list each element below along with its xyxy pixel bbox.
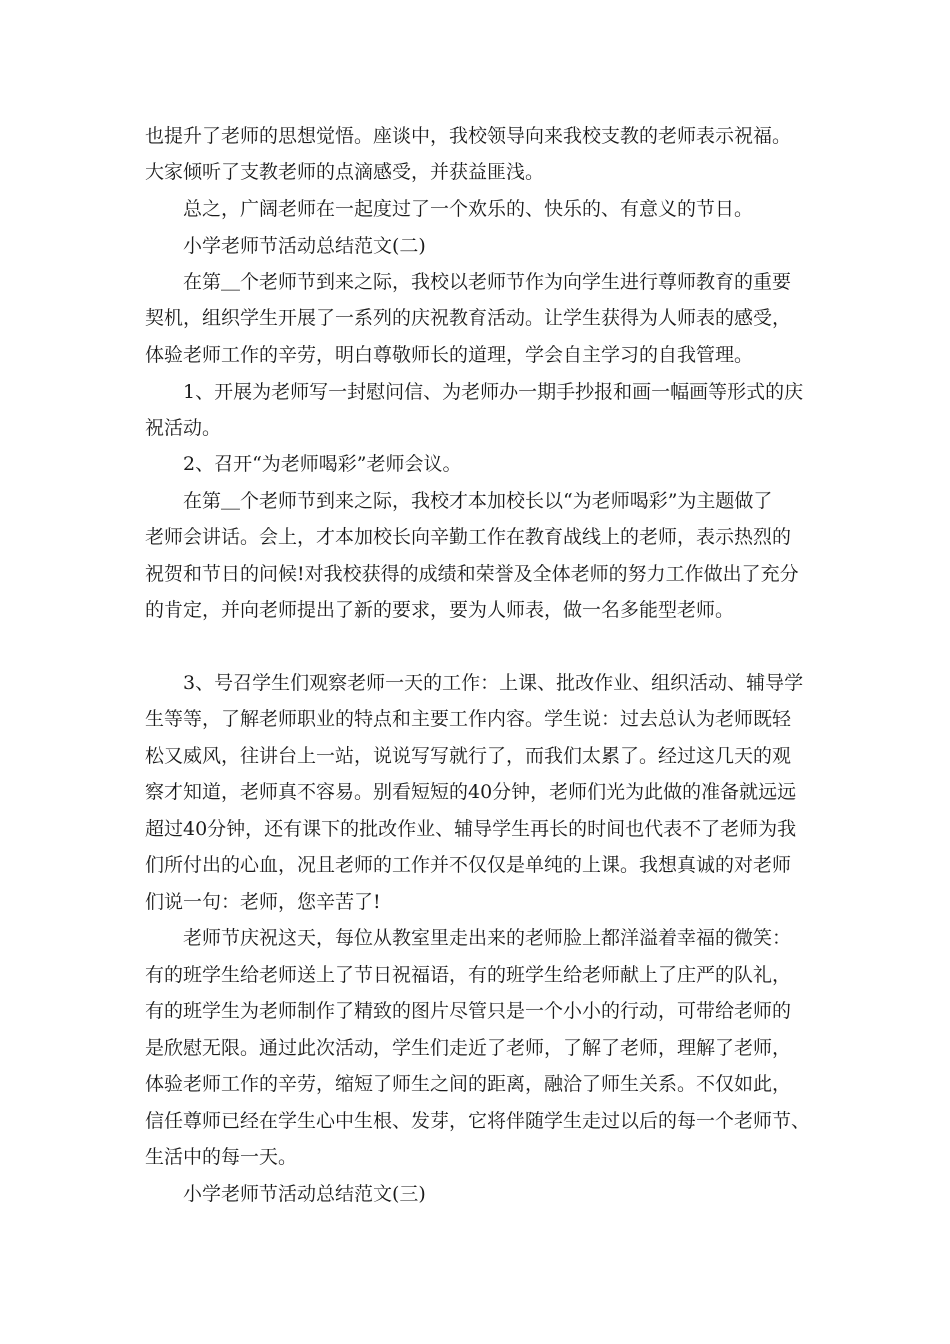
- text-line: 超过40分钟，还有课下的批改作业、辅导学生再长的时间也代表不了老师为我: [145, 818, 797, 840]
- text-line: 有的班学生为老师制作了精致的图片尽管只是一个小小的行动，可带给老师的: [145, 1000, 792, 1022]
- text-line: 松又威风，往讲台上一站，说说写写就行了，而我们太累了。经过这几天的观: [145, 745, 792, 767]
- text-line: 老师会讲话。会上，才本加校长向辛勤工作在教育战线上的老师，表示热烈的: [145, 526, 792, 548]
- text-line: 生活中的每一天。: [145, 1146, 298, 1168]
- text-line: 老师节庆祝这天，每位从教室里走出来的老师脸上都洋溢着幸福的微笑：: [183, 927, 792, 949]
- text-line: 3、号召学生们观察老师一天的工作：上课、批改作业、组织活动、辅导学: [183, 672, 804, 694]
- text-line: 体验老师工作的辛劳，缩短了师生之间的距离，融洽了师生关系。不仅如此，: [145, 1073, 792, 1095]
- text-line: 们说一句：老师，您辛苦了!: [145, 891, 381, 913]
- text-line: 总之，广阔老师在一起度过了一个欢乐的、快乐的、有意义的节日。: [183, 198, 754, 220]
- text-line: 生等等，了解老师职业的特点和主要工作内容。学生说：过去总认为老师既轻: [145, 708, 792, 730]
- text-line: 契机，组织学生开展了一系列的庆祝教育活动。让学生获得为人师表的感受，: [145, 307, 792, 329]
- section-heading: 小学老师节活动总结范文(二): [183, 235, 426, 257]
- text-line: 2、召开“为老师喝彩”老师会议。: [183, 453, 462, 475]
- section-heading: 小学老师节活动总结范文(三): [183, 1183, 426, 1205]
- text-line: 祝活动。: [145, 417, 222, 439]
- text-line: 们所付出的心血，况且老师的工作并不仅仅是单纯的上课。我想真诚的对老师: [145, 854, 792, 876]
- text-line: 大家倾听了支教老师的点滴感受，并获益匪浅。: [145, 161, 545, 183]
- text-line: 也提升了老师的思想觉悟。座谈中，我校领导向来我校支教的老师表示祝福。: [145, 125, 792, 147]
- text-line: 的肯定，并向老师提出了新的要求，要为人师表，做一名多能型老师。: [145, 599, 735, 621]
- text-line: 有的班学生给老师送上了节日祝福语，有的班学生给老师献上了庄严的队礼，: [145, 964, 792, 986]
- text-line: 在第＿个老师节到来之际，我校以老师节作为向学生进行尊师教育的重要: [183, 271, 792, 293]
- text-line: 1、开展为老师写一封慰问信、为老师办一期手抄报和画一幅画等形式的庆: [183, 381, 804, 403]
- text-line: 祝贺和节日的问候!对我校获得的成绩和荣誉及全体老师的努力工作做出了充分: [145, 563, 799, 585]
- text-line: 在第＿个老师节到来之际，我校才本加校长以“为老师喝彩”为主题做了: [183, 490, 773, 512]
- text-line: 察才知道，老师真不容易。别看短短的40分钟，老师们光为此做的准备就远远: [145, 781, 797, 803]
- text-line: 是欣慰无限。通过此次活动，学生们走近了老师，了解了老师，理解了老师，: [145, 1037, 792, 1059]
- text-line: 体验老师工作的辛劳，明白尊敬师长的道理，学会自主学习的自我管理。: [145, 344, 754, 366]
- text-line: 信任尊师已经在学生心中生根、发芽，它将伴随学生走过以后的每一个老师节、: [145, 1110, 811, 1132]
